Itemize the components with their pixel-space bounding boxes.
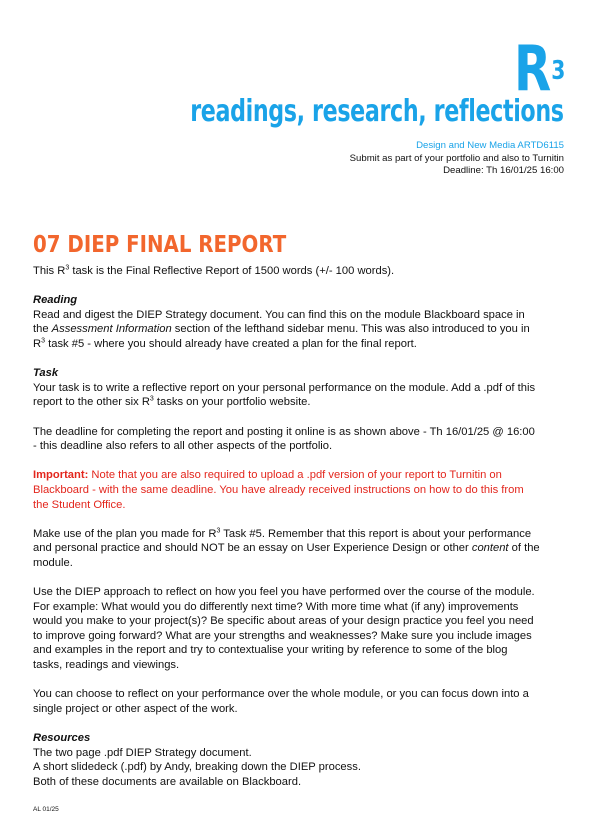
focus-line: You can choose to reflect on your performance over the whole module, or you can focus down into a — [33, 688, 529, 701]
task-line: Your task is to write a reflective report on your personal performance on the module. Add a .pdf of this — [33, 381, 536, 394]
footer-initials: AL 01/25 — [33, 806, 59, 813]
diep-line: and examples in the report and try to contextualise your writing by reference to some of the blog — [33, 644, 508, 657]
reading-line: Read and digest the DIEP Strategy document. You can find this on the module Blackboard space in — [33, 308, 525, 321]
diep-line: tasks, readings and viewings. — [33, 659, 180, 672]
header-meta — [350, 140, 564, 178]
diep-line: would you make to your project(s)? Be specific about areas of your design practice you feel you need — [33, 615, 534, 628]
page-title: 07 DIEP FINAL REPORT — [33, 232, 287, 258]
reading-line: $R^3$ task #5 - where you should already have created a plan for the final report. — [33, 337, 417, 350]
deadline-line: The deadline for completing the report and posting it online is as shown above - Th 16/01/25 @ 16:00 — [33, 425, 535, 438]
tagline: readings, research, reflections — [190, 94, 564, 129]
diep-line: For example: What would you do differently next time? With more time what (if any) improvements — [33, 600, 519, 613]
diep-line: Use the DIEP approach to reflect on how you feel you have performed over the course of the module. — [33, 586, 535, 599]
reading-line: the Assessment Information section of the lefthand sidebar menu. This was also introduced to you in — [33, 323, 530, 336]
resource-item: The two page .pdf DIEP Strategy document. — [33, 746, 252, 759]
important-notice: Important: Note that you are also required to upload a .pdf version of your report to Turnitin on Blackboard - with the same deadline. You have already received instructions on how to do this from the Student Office. — [33, 469, 524, 511]
resource-item: Both of these documents are available on Blackboard. — [33, 775, 302, 788]
resource-item: A short slidedeck (.pdf) by Andy, breaking down the DIEP process. — [33, 761, 361, 774]
task-line: report to the other six $R^3$ tasks on your portfolio website. — [33, 395, 311, 409]
r3-logo: $R^3$ — [514, 32, 564, 105]
diep-line: to improve going forward? What are your strengths and weaknesses? Make sure you include images — [33, 629, 532, 642]
focus-line: single project or other aspect of the work. — [33, 702, 238, 715]
intro: This $R^3$ task is the Final Reflective Report of 1500 words (+/- 100 words). — [33, 264, 395, 277]
submit-note: Submit as part of your portfolio and also to Turnitin — [349, 152, 564, 164]
course-name: Design and New Media ARTD6115 — [416, 140, 564, 151]
plan-line: module. — [33, 556, 73, 569]
reading-heading: Reading — [33, 294, 78, 307]
task-heading: Task — [33, 367, 59, 380]
plan-line: Make use of the plan you made for $R^3$ Task #5. Remember that this report is about your performance — [33, 526, 532, 540]
resources-heading: Resources — [33, 732, 91, 744]
document-body — [33, 264, 567, 789]
deadline: Deadline: Th 16/01/25 16:00 — [443, 165, 564, 176]
deadline-line: - this deadline also refers to all other aspects of the portfolio. — [33, 440, 333, 453]
important-label: Important: — [33, 469, 89, 482]
plan-line: and personal practice and should NOT be an essay on User Experience Design or other content of the — [33, 542, 540, 555]
